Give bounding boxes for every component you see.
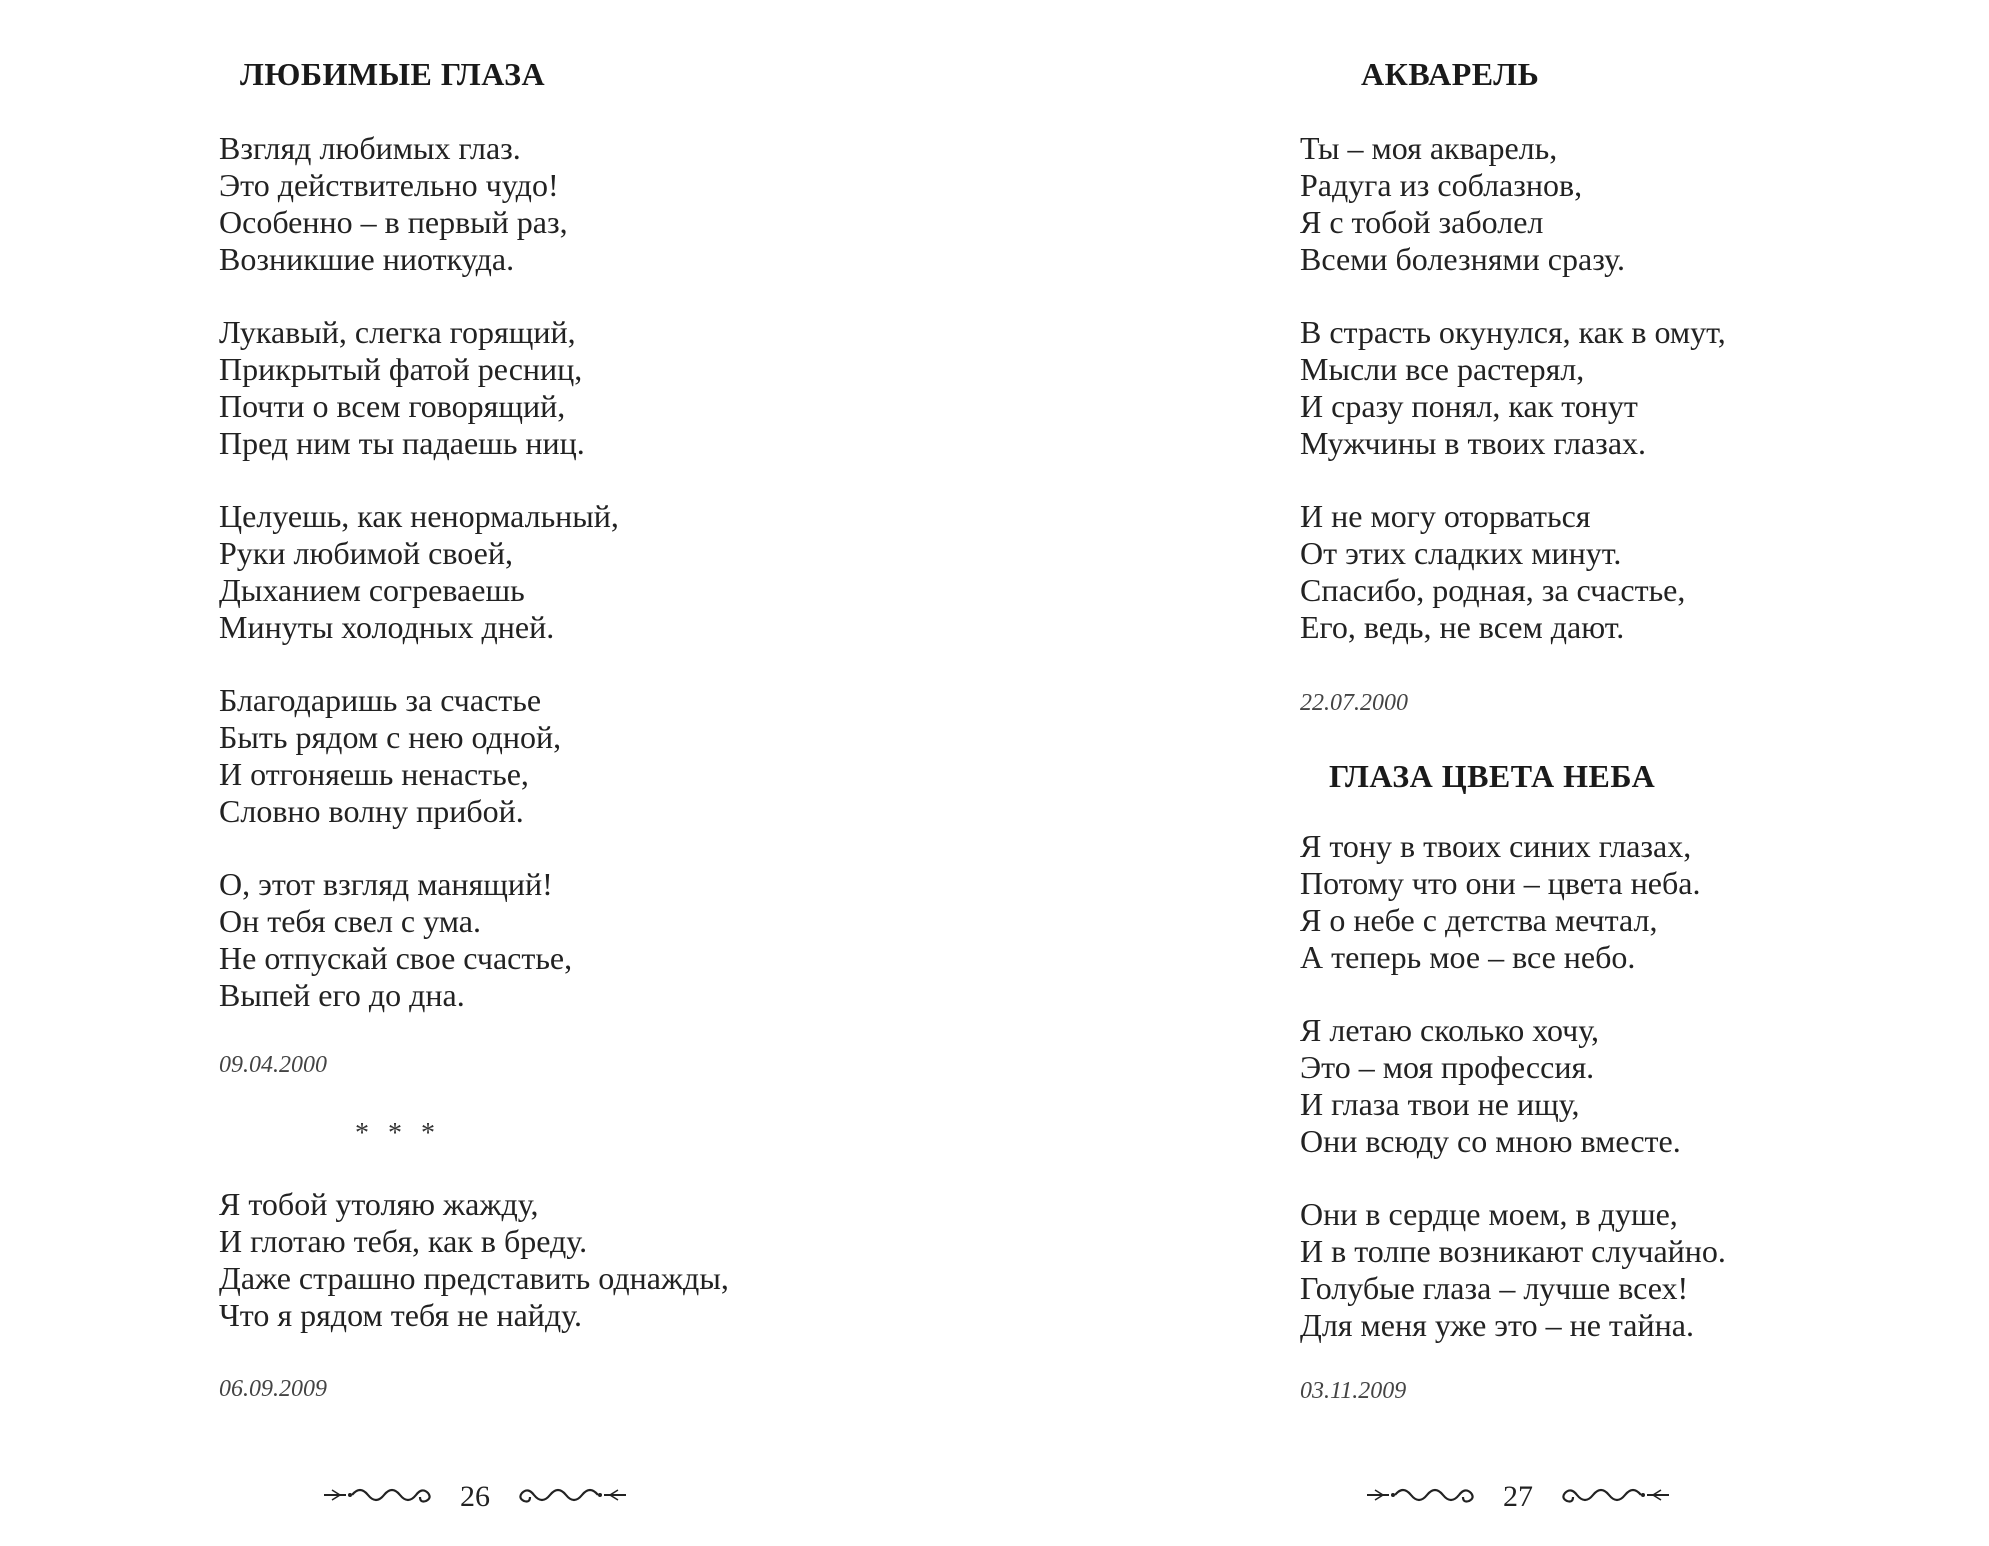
- poem-date: 03.11.2009: [1300, 1378, 1407, 1404]
- poem-line: Я с тобой заболел: [1300, 204, 1544, 240]
- page-number: 27: [1503, 1480, 1533, 1513]
- poem-line: Всеми болезнями сразу.: [1300, 241, 1625, 277]
- poem-date: 22.07.2000: [1300, 690, 1408, 716]
- stanza: [1300, 314, 1726, 462]
- poem-line: Я тону в твоих синих глазах,: [1300, 828, 1692, 864]
- poem-date: 09.04.2000: [219, 1052, 327, 1078]
- flourish-left-icon: [1365, 1481, 1485, 1514]
- stanza: [1300, 1012, 1726, 1160]
- poem-line: И в толпе возникают случайно.: [1300, 1233, 1726, 1269]
- poem-line: Целуешь, как ненормальный,: [219, 498, 619, 534]
- section-separator: * * *: [355, 1118, 441, 1149]
- poem-title: АКВАРЕЛЬ: [1361, 56, 1540, 92]
- poem-body: [1300, 130, 1726, 682]
- poem-body: [219, 1186, 729, 1370]
- poem-line: Мужчины в твоих глазах.: [1300, 425, 1647, 461]
- stanza: [1300, 498, 1726, 646]
- stanza: [219, 682, 619, 830]
- poem-line: Благодаришь за счастье: [219, 682, 542, 718]
- poem-line: Дыханием согреваешь: [219, 572, 525, 608]
- poem-date: 06.09.2009: [219, 1376, 327, 1402]
- stanza: [219, 866, 619, 1014]
- poem-line: Радуга из соблазнов,: [1300, 167, 1583, 203]
- poem-line: Он тебя свел с ума.: [219, 903, 481, 939]
- poem-line: Словно волну прибой.: [219, 793, 524, 829]
- stanza: [1300, 1196, 1726, 1344]
- poem-line: Выпей его до дна.: [219, 977, 465, 1013]
- poem-line: Прикрытый фатой ресниц,: [219, 351, 583, 387]
- poem-line: Они всюду со мною вместе.: [1300, 1123, 1681, 1159]
- poem-line: Взгляд любимых глаз.: [219, 130, 521, 166]
- poem-title: ЛЮБИМЫЕ ГЛАЗА: [240, 56, 546, 92]
- left-page: [0, 0, 994, 1546]
- poem-line: Я летаю сколько хочу,: [1300, 1012, 1600, 1048]
- poem-line: Спасибо, родная, за счастье,: [1300, 572, 1686, 608]
- poem-line: Это действительно чудо!: [219, 167, 559, 203]
- poem-line: От этих сладких минут.: [1300, 535, 1622, 571]
- poem-line: Быть рядом с нею одной,: [219, 719, 562, 755]
- poem-line: И сразу понял, как тонут: [1300, 388, 1638, 424]
- poem-line: Руки любимой своей,: [219, 535, 513, 571]
- poem-line: И глотаю тебя, как в бреду.: [219, 1223, 588, 1259]
- poem-line: О, этот взгляд манящий!: [219, 866, 553, 902]
- poem-line: Лукавый, слегка горящий,: [219, 314, 576, 350]
- poem-line: Почти о всем говорящий,: [219, 388, 566, 424]
- poem-line: И не могу оторваться: [1300, 498, 1591, 534]
- flourish-right-icon: [508, 1481, 628, 1514]
- poem-line: Это – моя профессия.: [1300, 1049, 1595, 1085]
- poem-title: ГЛАЗА ЦВЕТА НЕБА: [1329, 758, 1656, 794]
- stanza: [219, 314, 619, 462]
- page-footer: [322, 1480, 628, 1514]
- poem-line: В страсть окунулся, как в омут,: [1300, 314, 1726, 350]
- poem-line: Голубые глаза – лучше всех!: [1300, 1270, 1689, 1306]
- poem-line: Они в сердце моем, в душе,: [1300, 1196, 1678, 1232]
- poem-line: Для меня уже это – не тайна.: [1300, 1307, 1694, 1343]
- poem-line: Возникшие ниоткуда.: [219, 241, 515, 277]
- poem-line: Мысли все растерял,: [1300, 351, 1585, 387]
- poem-line: Пред ним ты падаешь ниц.: [219, 425, 585, 461]
- stanza: [1300, 828, 1726, 976]
- flourish-left-icon: [322, 1481, 442, 1514]
- poem-body: [219, 130, 619, 1050]
- poem-line: Я о небе с детства мечтал,: [1300, 902, 1658, 938]
- poem-line: И глаза твои не ищу,: [1300, 1086, 1580, 1122]
- poem-line: Особенно – в первый раз,: [219, 204, 568, 240]
- poem-line: Даже страшно представить однажды,: [219, 1260, 729, 1296]
- flourish-right-icon: [1551, 1481, 1671, 1514]
- poem-line: А теперь мое – все небо.: [1300, 939, 1636, 975]
- stanza: [219, 130, 619, 278]
- poem-line: Ты – моя акварель,: [1300, 130, 1558, 166]
- page-number: 26: [460, 1480, 490, 1513]
- stanza: [219, 498, 619, 646]
- poem-line: Не отпускай свое счастье,: [219, 940, 573, 976]
- poem-body: [1300, 828, 1726, 1380]
- right-page: [995, 0, 1989, 1546]
- page-footer: [1365, 1480, 1671, 1514]
- stanza: [1300, 130, 1726, 278]
- poem-line: И отгоняешь ненастье,: [219, 756, 529, 792]
- poem-line: Минуты холодных дней.: [219, 609, 555, 645]
- poem-line: Что я рядом тебя не найду.: [219, 1297, 582, 1333]
- stanza: [219, 1186, 729, 1334]
- poem-line: Я тобой утоляю жажду,: [219, 1186, 539, 1222]
- poem-line: Потому что они – цвета неба.: [1300, 865, 1701, 901]
- poem-line: Его, ведь, не всем дают.: [1300, 609, 1625, 645]
